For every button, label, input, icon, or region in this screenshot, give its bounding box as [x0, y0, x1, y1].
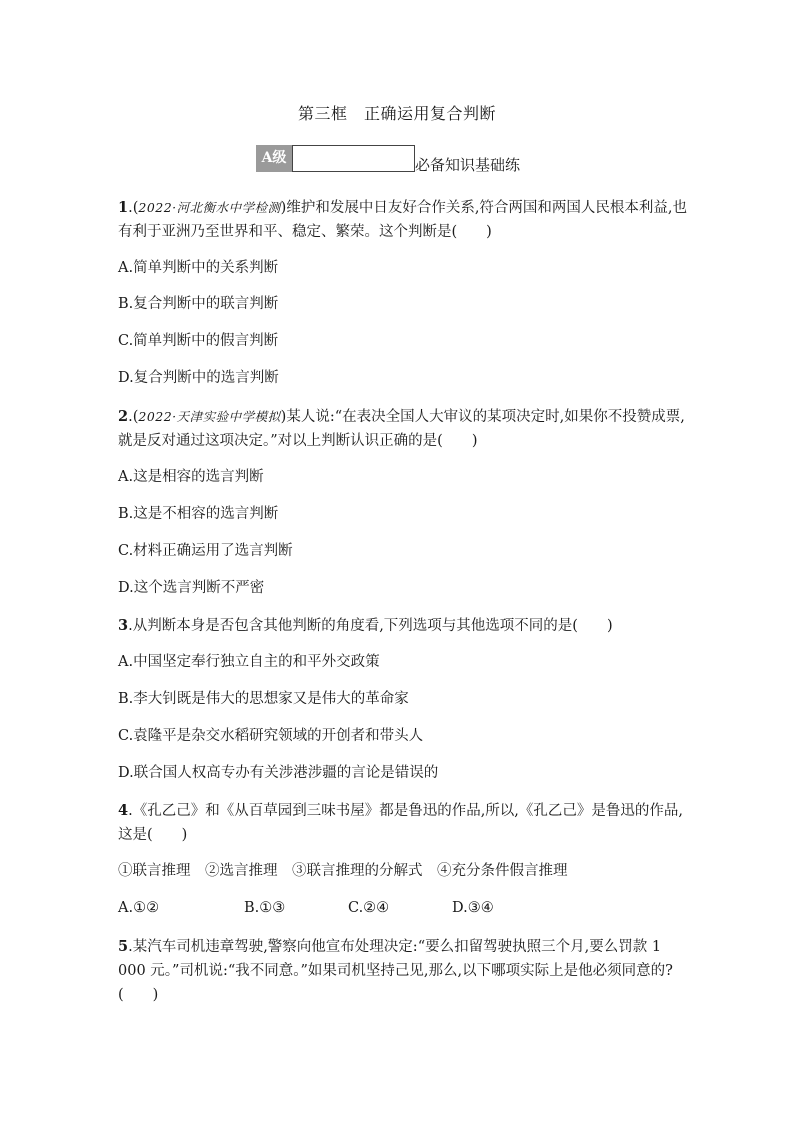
question-4-options: [118, 898, 494, 918]
option-b: B.这是不相容的选言判断: [118, 506, 279, 522]
option-b: B.①③: [244, 900, 286, 916]
option-c: C.袁隆平是杂交水稻研究领域的开创者和带头人: [118, 728, 424, 744]
question-prefix: .(: [128, 200, 139, 216]
level-header: [256, 145, 566, 172]
question-prefix: .: [128, 939, 133, 955]
question-number: 3: [118, 617, 129, 634]
question-source: 2022·天津实验中学模拟: [138, 409, 281, 424]
question-prefix: .: [128, 618, 133, 634]
option-d: D.③④: [452, 900, 494, 916]
question-3: [118, 614, 690, 638]
question-number: 5: [118, 938, 129, 955]
option-a: A.简单判断中的关系判断: [118, 260, 279, 276]
option-c: C.简单判断中的假言判断: [118, 333, 279, 349]
option-a: A.这是相容的选言判断: [118, 469, 264, 485]
question-4: [118, 799, 690, 847]
question-number: 4: [118, 802, 129, 819]
section-title: 第三框 正确运用复合判断: [297, 104, 496, 123]
option-c: C.②④: [348, 900, 390, 916]
question-text: 从判断本身是否包含其他判断的角度看,下列选项与其他选项不同的是( ): [132, 618, 613, 634]
level-badge: A级: [256, 145, 292, 172]
question-5: [118, 935, 690, 1007]
question-text: 某汽车司机违章驾驶,警察向他宣布处理决定:“要么扣留驾驶执照三个月,要么罚款 1 000 元。”司机说:“我不同意。”如果司机坚持己见,那么,以下哪项实际上是他必须同意的?( ): [118, 939, 673, 1003]
option-b: B.复合判断中的联言判断: [118, 296, 279, 312]
question-1: [118, 196, 690, 244]
option-b: B.李大钊既是伟大的思想家又是伟大的革命家: [118, 691, 409, 707]
question-number: 2: [118, 408, 129, 425]
question-text: 《孔乙己》和《从百草园到三味书屋》都是鲁迅的作品,所以,《孔乙己》是鲁迅的作品,这是( ): [118, 803, 684, 843]
option-d: D.联合国人权高专办有关涉港涉疆的言论是错误的: [118, 765, 439, 781]
option-d: D.复合判断中的选言判断: [118, 370, 279, 386]
level-blank-box: [292, 145, 415, 172]
question-2: [118, 405, 690, 453]
question-number: 1: [118, 199, 129, 216]
question-text: )维护和发展中日友好合作关系,符合两国和两国人民根本利益,也有利于亚洲乃至世界和平、稳定、繁荣。这个判断是( ): [118, 200, 688, 240]
option-a: A.①②: [118, 900, 160, 916]
level-label: 必备知识基础练: [415, 156, 521, 174]
option-a: A.中国坚定奉行独立自主的和平外交政策: [118, 654, 380, 670]
question-4-statements: ①联言推理 ②选言推理 ③联言推理的分解式 ④充分条件假言推理: [118, 863, 568, 879]
option-c: C.材料正确运用了选言判断: [118, 543, 293, 559]
question-prefix: .(: [128, 409, 139, 425]
option-d: D.这个选言判断不严密: [118, 580, 265, 596]
question-source: 2022·河北衡水中学检测: [138, 200, 281, 215]
question-text: )某人说:“在表决全国人大审议的某项决定时,如果你不投赞成票,就是反对通过这项决定。”对以上判断认识正确的是( ): [118, 409, 685, 449]
question-prefix: .: [128, 803, 133, 819]
